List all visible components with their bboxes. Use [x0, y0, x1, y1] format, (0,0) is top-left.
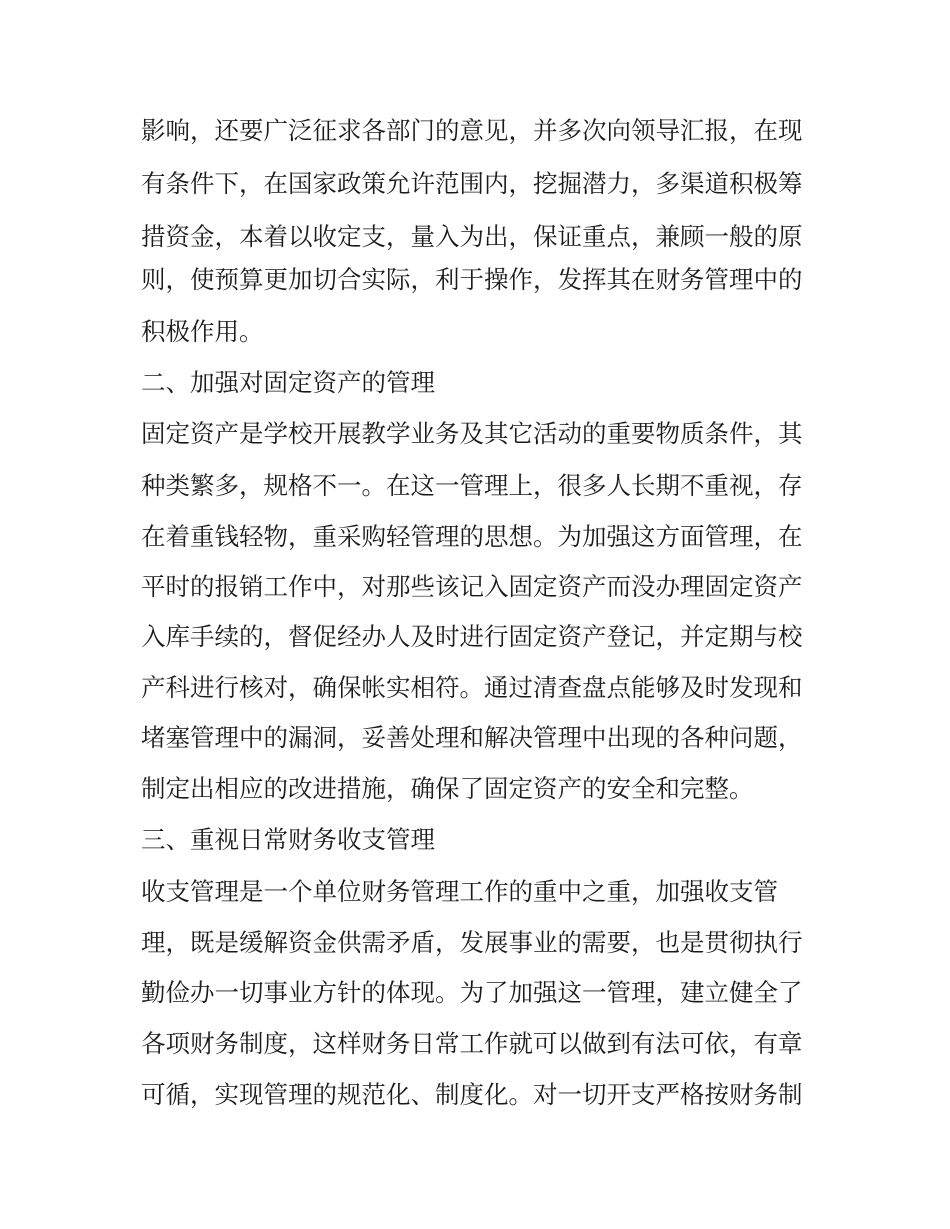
- body-text-line: 平时的报销工作中，对那些该记入固定资产而没办理固定资产: [141, 572, 803, 601]
- body-text-line: 各项财务制度，这样财务日常工作就可以做到有法可依，有章: [141, 1029, 803, 1058]
- body-text-line: 种类繁多，规格不一。在这一管理上，很多人长期不重视，存: [141, 471, 803, 500]
- body-text-line: 影响，还要广泛征求各部门的意见，并多次向领导汇报，在现: [141, 116, 803, 145]
- body-text-line: 产科进行核对，确保帐实相符。通过清查盘点能够及时发现和: [141, 673, 803, 702]
- body-text-line: 有条件下，在国家政策允许范围内，挖掘潜力，多渠道积极筹: [141, 169, 803, 198]
- body-text-line: 制定出相应的改进措施，确保了固定资产的安全和完整。: [141, 774, 754, 803]
- body-text-line: 堵塞管理中的漏洞，妥善处理和解决管理中出现的各种问题，: [141, 723, 803, 752]
- body-text-line: 积极作用。: [141, 317, 264, 346]
- body-text-line: 入库手续的，督促经办人及时进行固定资产登记，并定期与校: [141, 622, 803, 651]
- section-heading: 二、加强对固定资产的管理: [141, 368, 435, 397]
- body-text-line: 在着重钱轻物，重采购轻管理的思想。为加强这方面管理，在: [141, 522, 803, 551]
- section-heading: 三、重视日常财务收支管理: [141, 825, 435, 854]
- body-text-line: 收支管理是一个单位财务管理工作的重中之重，加强收支管: [141, 877, 778, 906]
- body-text-line: 则，使预算更加切合实际，利于操作，发挥其在财务管理中的: [141, 265, 803, 294]
- body-text-line: 理，既是缓解资金供需矛盾，发展事业的需要，也是贯彻执行: [141, 928, 803, 957]
- body-text-line: 勤俭办一切事业方针的体现。为了加强这一管理，建立健全了: [141, 978, 803, 1007]
- body-text-line: 措资金，本着以收定支，量入为出，保证重点，兼顾一般的原: [141, 222, 803, 251]
- body-text-line: 固定资产是学校开展教学业务及其它活动的重要物质条件，其: [141, 419, 803, 448]
- body-text-line: 可循，实现管理的规范化、制度化。对一切开支严格按财务制: [141, 1080, 803, 1109]
